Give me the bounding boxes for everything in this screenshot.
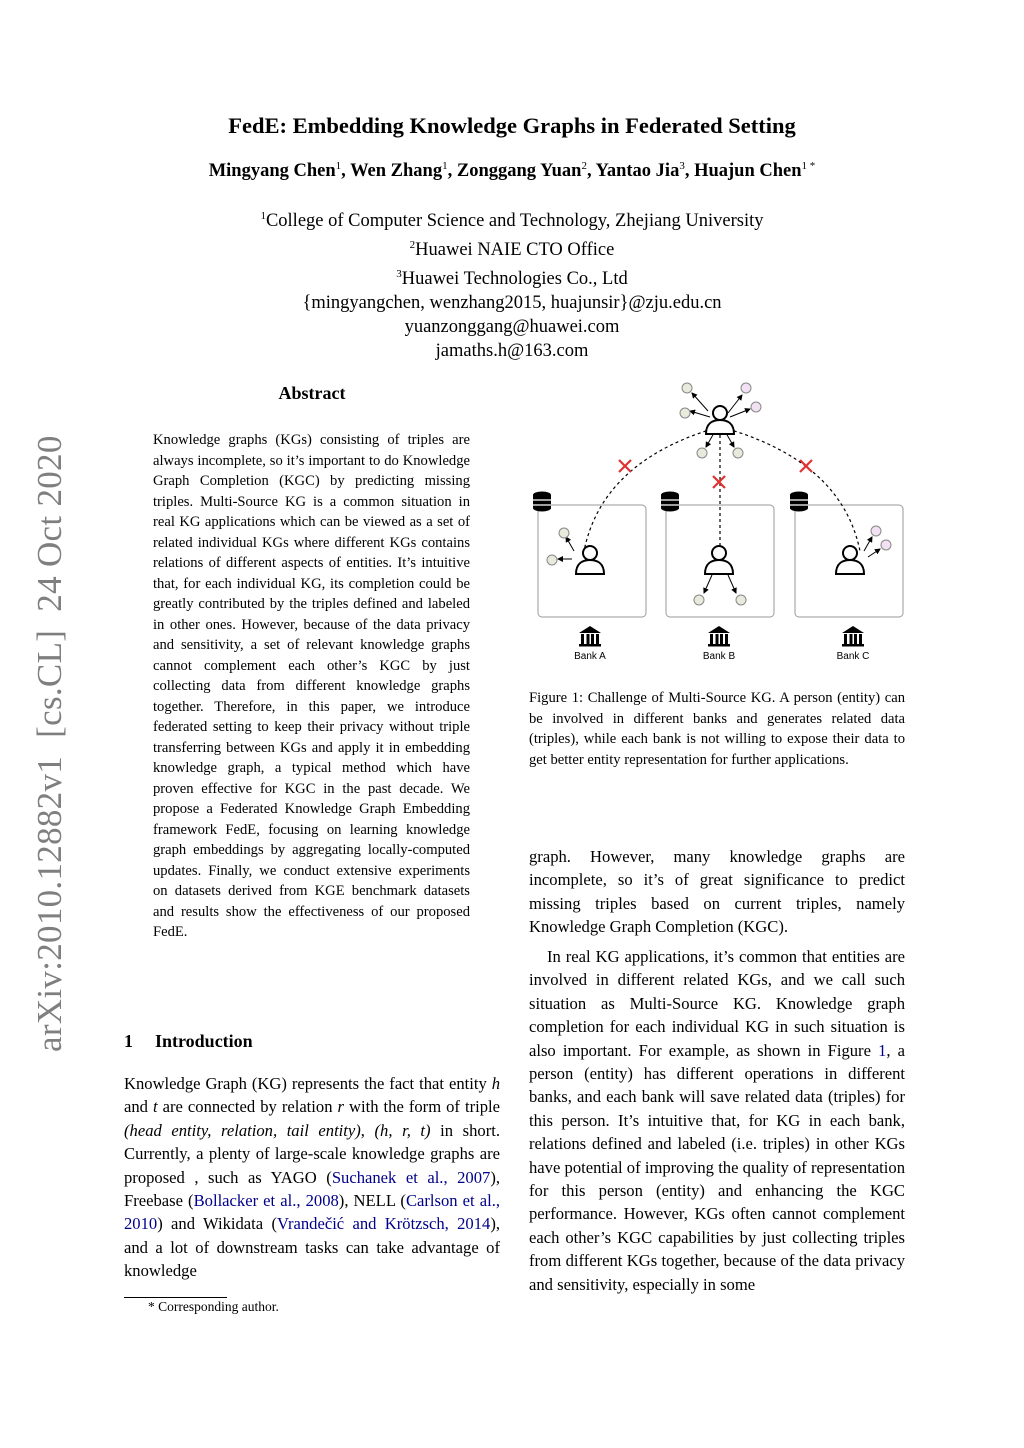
affiliations [0,204,1024,363]
affil-text: Huawei NAIE CTO Office [415,240,615,261]
text-run: , a person (entity) has different operations in different banks, and each bank will save related data (triples) for this person. It’s intuitive that, for KG in each bank, relations defined and labeled (i.e. triples) in other KGs have potential of improving the quality of representation for this person (entity) and enhancing the KGC performance. However, KGs often cannot complement each other’s KGC capabilities by just collecting triples from different KGs together, because of the data privacy and sensitivity, especially in some [529,1040,905,1294]
figure-ref-link[interactable]: 1 [878,1040,887,1060]
central-entity-graph [680,383,761,458]
paper-title: FedE: Embedding Knowledge Graphs in Federated Setting [228,113,796,138]
bank-label: Bank A [574,651,606,662]
author-affil-mark: 1 [335,160,342,172]
text-run: In real KG applications, it’s common that entities are involved in different related KGs, and we call such situation as Multi-Source KG. Knowledge graph completion for each individual KG in such situation is also important. For example, as shown in Figure [529,947,905,1060]
citation-link[interactable]: Bollacker et al., 2008 [193,1191,339,1211]
affiliation-line [0,262,1024,291]
intro-paragraph [124,1072,500,1283]
bank-building-icon [842,626,864,647]
text-run: in short. Currently, a plenty of large-scale knowledge graphs are proposed , such as YAGO ( [124,1120,500,1187]
figure-1 [522,373,912,673]
citation-link[interactable]: Vrandečić and Krötzsch, 2014 [277,1214,491,1234]
section-heading [124,1031,253,1052]
author-list: Mingyang Chen$^1$, Wen Zhang$^1$, Zonggang Yuan$^2$, Yantao Jia$^3$, Huajun Chen$^{1 *}$ [208,160,816,182]
affiliation-line [0,233,1024,262]
text-run: ), Freebase ( [124,1167,500,1211]
text-run: with the form of triple [344,1097,500,1117]
bank-label: Bank C [836,651,870,662]
author-affil-mark: 1 [442,160,448,172]
triple-notation: (h, r, t) [374,1120,431,1140]
citation-link[interactable]: Carlson et al., 2010 [124,1191,500,1234]
footnote: * Corresponding author. [148,1299,279,1314]
author-name: Yantao Jia [595,161,680,182]
author-name: Wen Zhang [350,161,443,182]
author-affil-mark: 1 * [801,160,816,172]
section-number: 1 [124,1031,133,1051]
affil-num: 1 [260,210,266,222]
text-run: and [124,1097,153,1117]
bank-building-icon [708,626,730,647]
text-run: ), NELL ( [338,1191,406,1211]
text-run: are connected by relation [157,1097,338,1117]
math-var: h [491,1074,500,1093]
bank-label: Bank B [702,651,736,662]
author-affil-mark: 2 [581,160,587,172]
abstract-heading: Abstract [278,383,346,403]
author-affil-mark: 3 [679,160,685,172]
text-run: , [360,1120,375,1140]
citation-link[interactable]: Suchanek et al., 2007 [331,1167,491,1187]
arxiv-stamp: arXiv:2010.12882v1 [cs.CL] 24 Oct 2020 [30,435,69,1052]
text-run: ), and a lot of downstream tasks can take advantage of knowledge [124,1214,500,1281]
email-line: {mingyangchen, wenzhang2015, huajunsir}@zju.edu.cn [302,293,722,314]
blocked-cross-icon [619,460,812,488]
author-name: Mingyang Chen [208,161,336,182]
database-icon [533,492,551,512]
author-name: Zonggang Yuan [456,161,582,182]
math-var: r [337,1097,344,1117]
affil-num: 3 [396,268,402,281]
bank-building-icon [579,626,601,647]
affil-text: Huawei Technologies Co., Ltd [401,269,628,290]
email-line: jamaths.h@163.com [435,341,589,362]
body-paragraph: graph. However, many knowledge graphs are incomplete, so it’s of great significance to predict missing triples based on current triples, namely Knowledge Graph Completion (KGC). [529,847,905,937]
figure-caption: Figure 1: Challenge of Multi-Source KG. A person (entity) can be involved in different banks and generates related data (triples), while each bank is not willing to expose their data to get better entity representation for further applications. [529,690,905,768]
abstract-body: Knowledge graphs (KGs) consisting of triples are always incomplete, so it’s important to do Knowledge Graph Completion (KGC) by predicting missing triples. Multi-Source KG is a common situation in real KG applications which can be viewed as a set of related individual KGs where different KGs contains relations of different aspects of entities. It’s intuitive that, for each individual KG, its completion could be greatly contributed by the triples defined and labeled in other ones. However, because of the data privacy and sensitivity, a set of relevant knowledge graphs cannot complement each other’s KGC by just collecting data from different knowledge graphs together. Therefore, in this paper, we introduce federated setting to keep their privacy without triple transferring between KGs and apply it in embedding knowledge graph, a typical method which have proven effective for KGC in the past decade. We propose a Federated Knowledge Graph Embedding framework FedE, focusing on learning knowledge graph embeddings by aggregating locally-computed updates. Finally, we conduct extensive experiments on datasets derived from KGE benchmark datasets and results show the effectiveness of our proposed FedE. [153,432,470,940]
footnote-rule [124,1297,227,1298]
author-name: Huajun Chen [694,161,802,182]
section-title: Introduction [155,1031,253,1051]
affiliation-line [0,204,1024,233]
database-icon [661,492,679,512]
email-line: yuanzonggang@huawei.com [404,317,620,338]
text-run: Knowledge Graph (KG) represents the fact that entity [124,1074,492,1093]
text-run: ) and Wikidata ( [157,1214,277,1234]
database-icon [790,492,808,512]
triple-notation: (head entity, relation, tail entity) [124,1120,361,1140]
math-var: t [152,1097,158,1117]
affil-num: 2 [409,239,416,252]
body-paragraph [529,945,905,1296]
affil-text: College of Computer Science and Technology, Zhejiang University [265,211,764,232]
